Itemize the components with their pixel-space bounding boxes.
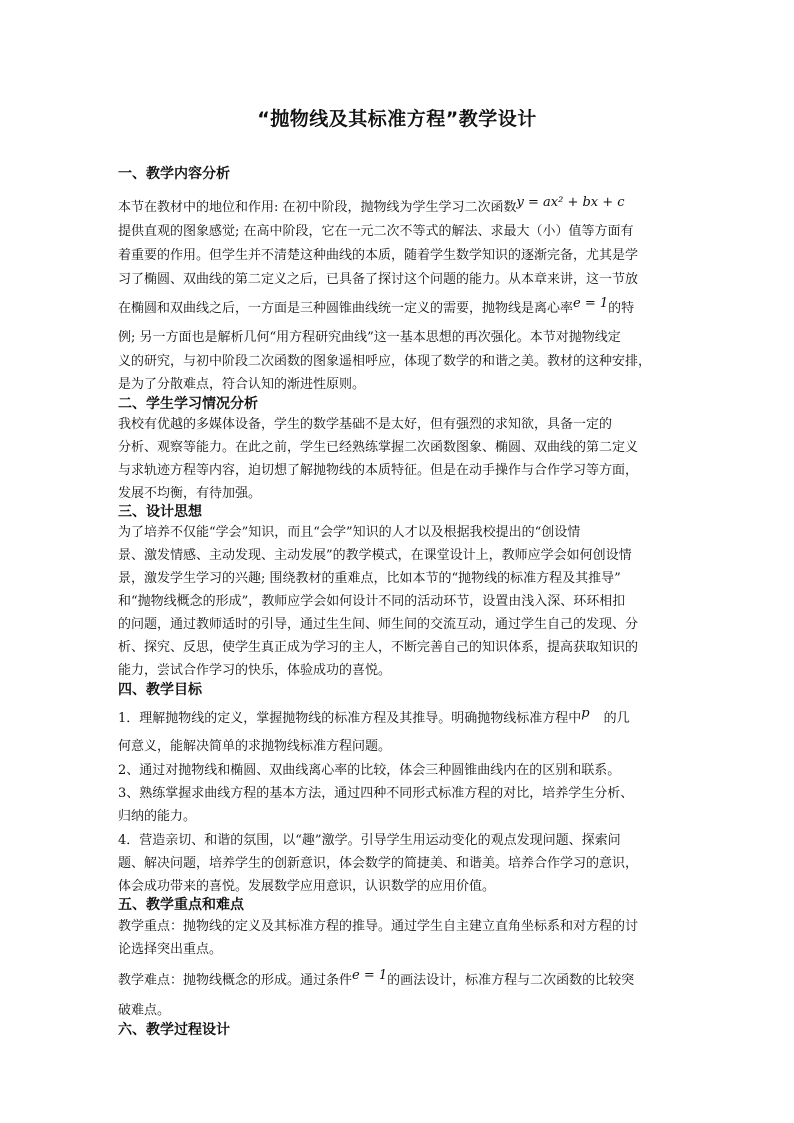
paragraph-line: 1．理解抛物线的定义，掌握抛物线的标准方程及其推导。明确抛物线标准方程中p 的几 xyxy=(118,706,630,726)
paragraph-line: 与求轨迹方程等内容，迫切想了解抛物线的本质特征。但是在动手操作与合作学习等方面， xyxy=(118,463,639,478)
paragraph-line: 为了培养不仅能“学会”知识，而且“会学”知识的人才以及根据我校提出的“创设情 xyxy=(118,525,581,540)
parameter-p: p xyxy=(581,706,590,721)
paragraph-line: 4．营造亲切、和谐的氛围，以“趣”激学。引导学生用运动变化的观点发现问题、探索问 xyxy=(118,833,621,848)
paragraph-line: 归纳的能力。 xyxy=(118,809,197,824)
paragraph-line: 的问题，通过教师适时的引导，通过生生间、师生间的交流互动，通过学生自己的发现、分 xyxy=(118,617,639,632)
paragraph-line: 何意义，能解决简单的求抛物线标准方程问题。 xyxy=(118,739,392,754)
paragraph-line: 和“抛物线概念的形成”，教师应学会如何设计不同的活动环节，设置由浅入深、环环相扣 xyxy=(118,594,626,609)
paragraph-line: 发展不均衡，有待加强。 xyxy=(118,486,262,501)
paragraph-line: 能力，尝试合作学习的快乐，体验成功的喜悦。 xyxy=(118,663,392,678)
paragraph-line: 本节在教材中的地位和作用: 在初中阶段，抛物线为学生学习二次函数y = ax² + bx + c xyxy=(118,195,625,215)
paragraph-line: 题、解决问题，培养学生的创新意识，体会数学的简捷美、和谐美。培养合作学习的意识， xyxy=(118,856,639,871)
paragraph-line: 分析、观察等能力。在此之前，学生已经熟练掌握二次函数图象、椭圆、双曲线的第二定义 xyxy=(118,440,639,455)
paragraph-line: 在椭圆和双曲线之后，一方面是三种圆锥曲线统一定义的需要，抛物线是离心率e = 1的特 xyxy=(118,296,635,316)
section-heading-5: 五、教学重点和难点 xyxy=(118,897,244,913)
eccentricity-formula: e = 1 xyxy=(573,296,609,311)
paragraph-line: 景，激发学生学习的兴趣; 围绕教材的重难点，比如本节的“抛物线的标准方程及其推导” xyxy=(118,571,621,586)
paragraph-line: 论选择突出重点。 xyxy=(118,942,223,957)
paragraph-line: 例; 另一方面也是解析几何“用方程研究曲线”这一基本思想的再次强化。本节对抛物线定 xyxy=(118,330,621,345)
paragraph-line: 教学难点：抛物线概念的形成。通过条件e = 1的画法设计，标准方程与二次函数的比较突 xyxy=(118,968,635,988)
paragraph-line: 破难点。 xyxy=(118,1003,171,1018)
section-heading-2: 二、学生学习情况分析 xyxy=(118,396,258,412)
paragraph-line: 提供直观的图象感觉; 在高中阶段，它在一元二次不等式的解法、求最大（小）值等方面有 xyxy=(118,224,634,239)
paragraph-line: 教学重点：抛物线的定义及其标准方程的推导。通过学生自主建立直角坐标系和对方程的讨 xyxy=(118,919,639,934)
paragraph-line: 景、激发情感、主动发现、主动发展”的教学模式，在课堂设计上，教师应学会如何创设情 xyxy=(118,548,632,563)
paragraph-line: 我校有优越的多媒体设备，学生的数学基础不是太好，但有强烈的求知欲，具备一定的 xyxy=(118,417,613,432)
paragraph-line: 着重要的作用。但学生并不清楚这种曲线的本质，随着学生数学知识的逐渐完备，尤其是学 xyxy=(118,248,639,263)
eccentricity-condition: e = 1 xyxy=(352,968,388,983)
quadratic-formula: y = ax² + bx + c xyxy=(516,195,625,210)
paragraph-line: 析、探究、反思，使学生真正成为学习的主人，不断完善自己的知识体系，提高获取知识的 xyxy=(118,640,639,655)
paragraph-line: 是为了分散难点，符合认知的渐进性原则。 xyxy=(118,377,366,392)
paragraph-line: 2、通过对抛物线和椭圆、双曲线离心率的比较，体会三种圆锥曲线内在的区别和联系。 xyxy=(118,763,621,778)
section-heading-6: 六、教学过程设计 xyxy=(118,1022,230,1038)
paragraph-line: 义的研究，与初中阶段二次函数的图象遥相呼应，体现了数学的和谐之美。教材的这种安排， xyxy=(118,354,652,369)
section-heading-4: 四、教学目标 xyxy=(118,682,202,698)
paragraph-line: 习了椭圆、双曲线的第二定义之后，已具备了探讨这个问题的能力。从本章来讲，这一节放 xyxy=(118,272,639,287)
section-heading-3: 三、设计思想 xyxy=(118,504,202,520)
document-title: “抛物线及其标准方程”教学设计 xyxy=(257,108,537,130)
section-heading-1: 一、教学内容分析 xyxy=(118,166,230,182)
paragraph-line: 3、熟练掌握求曲线方程的基本方法，通过四种不同形式标准方程的对比，培养学生分析、 xyxy=(118,786,634,801)
paragraph-line: 体会成功带来的喜悦。发展数学应用意识，认识数学的应用价值。 xyxy=(118,879,496,894)
